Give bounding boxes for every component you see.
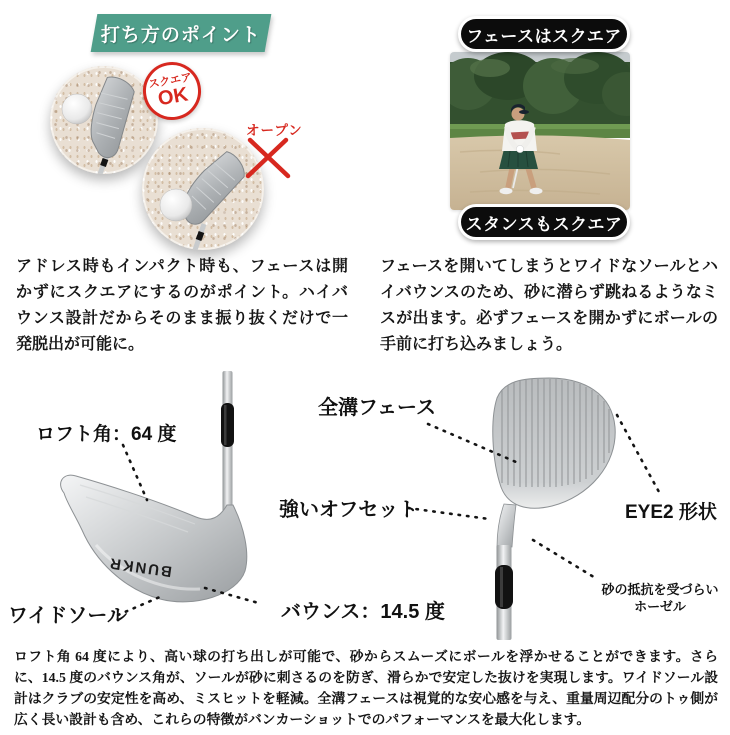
offset-callout-line	[408, 508, 489, 519]
eye2-callout-line	[617, 415, 659, 492]
open-label: オープン	[246, 123, 303, 138]
bunker-photo-illustration	[450, 52, 630, 210]
full-groove-face-label: 全溝フェース	[318, 397, 436, 419]
wide-sole-label: ワイドソール	[8, 605, 127, 627]
hosel-label-line1: 砂の抵抗を受づらい	[601, 582, 719, 597]
summary-paragraph: ロフト角 64 度により、高い球の打ち出しが可能で、砂からスムーズにボールを浮かせることができます。さらに、14.5 度のバウンス角が、ソールが砂に刺さるのを防ぎ、滑らかで安定した抜けを実現します。ワイドソール設計はクラブの安定性を高め、ミスヒットを軽減。全溝フェースは視覚的な安心感を与え、重量周辺配分のトゥ側が広く長い設計も含め、これらの特徴がバンカーショットでのパフォーマンスを最大化します。	[14, 649, 718, 727]
technique-heading-label: 打ち方のポイント	[100, 24, 261, 46]
face-square-badge-label: フェースはスクエア	[466, 26, 622, 46]
bounce-angle-label: バウンス：14.5 度	[281, 601, 445, 623]
eye2-shape-label: EYE2 形状	[625, 502, 717, 523]
strong-offset-label: 強いオフセット	[279, 499, 419, 521]
stamp-ok-text: OK	[156, 83, 190, 111]
hosel-label-line2: ホーゼル	[634, 599, 686, 614]
stance-square-badge-label: スタンスもスクエア	[465, 214, 623, 234]
golf-ball	[160, 189, 192, 221]
brand-logo-text: BUNKR	[107, 554, 173, 580]
square-technique-paragraph: アドレス時もインパクト時も、フェースは開かずにスクエアにするのがポイント。ハイバウンス設計だからそのまま振り抜くだけで一発脱出が可能に。	[16, 258, 348, 353]
technique-heading-badge	[91, 14, 272, 52]
bunker-stance-photo	[450, 52, 630, 210]
hosel-callout-line	[533, 540, 597, 579]
face-square-badge	[458, 16, 630, 52]
hosel-label	[590, 581, 730, 615]
club-face-square	[89, 76, 136, 160]
open-face-warning-paragraph: フェースを開いてしまうとワイドなソールとハイバウンスのため、砂に潜らず跳ねるようなミスが出ます。必ずフェースを開かずにボールの手前に打ち込みましょう。	[380, 258, 718, 353]
club-ferrule	[199, 232, 202, 240]
stance-square-badge	[458, 204, 630, 240]
golf-ball	[62, 94, 92, 124]
loft-angle-label: ロフト角：64 度	[36, 424, 177, 445]
club-side-view	[61, 371, 247, 602]
stamp-text: スクエア	[147, 71, 193, 91]
club-ferrule	[103, 159, 106, 166]
cross-mark-icon	[243, 134, 293, 184]
club-face-open	[175, 145, 251, 234]
